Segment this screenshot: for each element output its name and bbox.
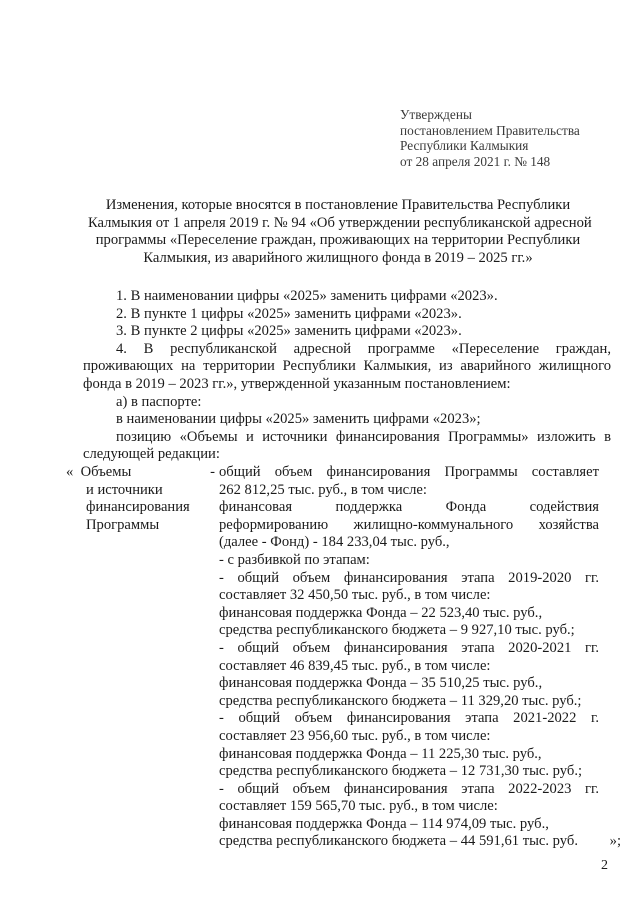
right-line: - с разбивкой по этапам: — [219, 551, 370, 568]
item-1: 1. В наименовании цифры «2025» заменить цифрами «2023». — [116, 288, 498, 304]
approval-line: от 28 апреля 2021 г. № 148 — [400, 153, 551, 169]
title-line: Изменения, которые вносятся в постановление Правительства Республики — [105, 197, 571, 213]
approval-stamp — [400, 107, 580, 169]
left-label: Объемы — [80, 464, 132, 480]
right-line: - общий объем финансирования этапа 2021-2022 г. — [219, 710, 599, 727]
item-4-line: проживающих на территории Республики Калмыкия, из аварийного жилищного — [83, 358, 611, 375]
position-text-line: позицию «Объемы и источники финансирования Программы» изложить в — [116, 428, 611, 445]
right-line: средства республиканского бюджета – 11 329,20 тыс. руб.; — [219, 692, 582, 709]
right-line: составляет 46 839,45 тыс. руб., в том числе: — [219, 657, 491, 674]
right-line: средства республиканского бюджета – 9 927,10 тыс. руб.; — [219, 622, 575, 639]
title-line: Калмыкия от 1 апреля 2019 г. № 94 «Об утверждении республиканской адресной — [88, 214, 592, 231]
subitem-a-text: в наименовании цифры «2025» заменить цифрами «2023»; — [116, 411, 481, 428]
right-line: - общий объем финансирования этапа 2020-2021 гг. — [219, 639, 599, 656]
item-2: 2. В пункте 1 цифры «2025» заменить цифрами «2023». — [116, 305, 462, 322]
approval-line: Республики Калмыкия — [400, 138, 529, 154]
right-line: составляет 23 956,60 тыс. руб., в том числе: — [219, 727, 491, 744]
left-label: финансирования — [86, 499, 190, 516]
right-line: составляет 159 565,70 тыс. руб., в том числе: — [219, 798, 498, 815]
left-cell-line — [66, 464, 206, 482]
left-column — [66, 464, 206, 851]
position-text-line: следующей редакции: — [83, 446, 220, 463]
approval-line: постановлением Правительства — [400, 122, 580, 138]
item-3: 3. В пункте 2 цифры «2025» заменить цифрами «2023». — [116, 323, 462, 340]
right-column — [219, 464, 621, 851]
right-line: 262 812,25 тыс. руб., в том числе: — [219, 481, 427, 498]
page-number: 2 — [601, 858, 608, 873]
right-line: средства республиканского бюджета – 44 591,61 тыс. руб. — [219, 833, 578, 850]
left-label: Программы — [86, 516, 160, 533]
right-line: средства республиканского бюджета – 12 731,30 тыс. руб.; — [219, 763, 583, 780]
title-line: Калмыкия, из аварийного жилищного фонда в 2019 – 2025 гг.» — [143, 249, 533, 266]
document-body — [83, 288, 611, 464]
closing-quote: »; — [609, 833, 621, 850]
document-title — [88, 197, 592, 267]
right-line: финансовая поддержка Фонда – 114 974,09 тыс. руб., — [219, 815, 549, 832]
right-last-line — [219, 833, 621, 851]
right-line: (далее - Фонд) - 184 233,04 тыс. руб., — [219, 534, 450, 551]
financing-row — [66, 464, 626, 851]
subitem-a: а) в паспорте: — [116, 393, 202, 410]
right-line: - общий объем финансирования этапа 2019-2020 гг. — [219, 569, 599, 586]
dash-separator: - — [210, 464, 215, 480]
financing-table — [66, 464, 626, 851]
right-line: составляет 32 450,50 тыс. руб., в том числе: — [219, 587, 491, 604]
right-line: финансовая поддержка Фонда – 35 510,25 тыс. руб., — [219, 675, 543, 692]
right-line: финансовая поддержка Фонда – 22 523,40 тыс. руб., — [219, 604, 543, 621]
opening-quote: « — [66, 464, 74, 480]
item-4-line: фонда в 2019 – 2023 гг.», утвержденной указанным постановлением: — [83, 375, 511, 392]
item-4-line: 4. В республиканской адресной программе «Переселение граждан, — [116, 340, 611, 357]
right-line: финансовая поддержка Фонда – 11 225,30 тыс. руб., — [219, 745, 542, 762]
approval-line: Утверждены — [400, 107, 472, 122]
right-line: общий объем финансирования Программы составляет — [219, 464, 599, 480]
title-line: программы «Переселение граждан, проживающих на территории Республики — [95, 232, 581, 249]
right-line: финансовая поддержка Фонда содействия — [219, 499, 599, 516]
right-line: реформированию жилищно-коммунального хозяйства — [219, 516, 599, 533]
left-label: и источники — [86, 481, 163, 498]
right-line: - общий объем финансирования этапа 2022-2023 гг. — [219, 780, 599, 797]
